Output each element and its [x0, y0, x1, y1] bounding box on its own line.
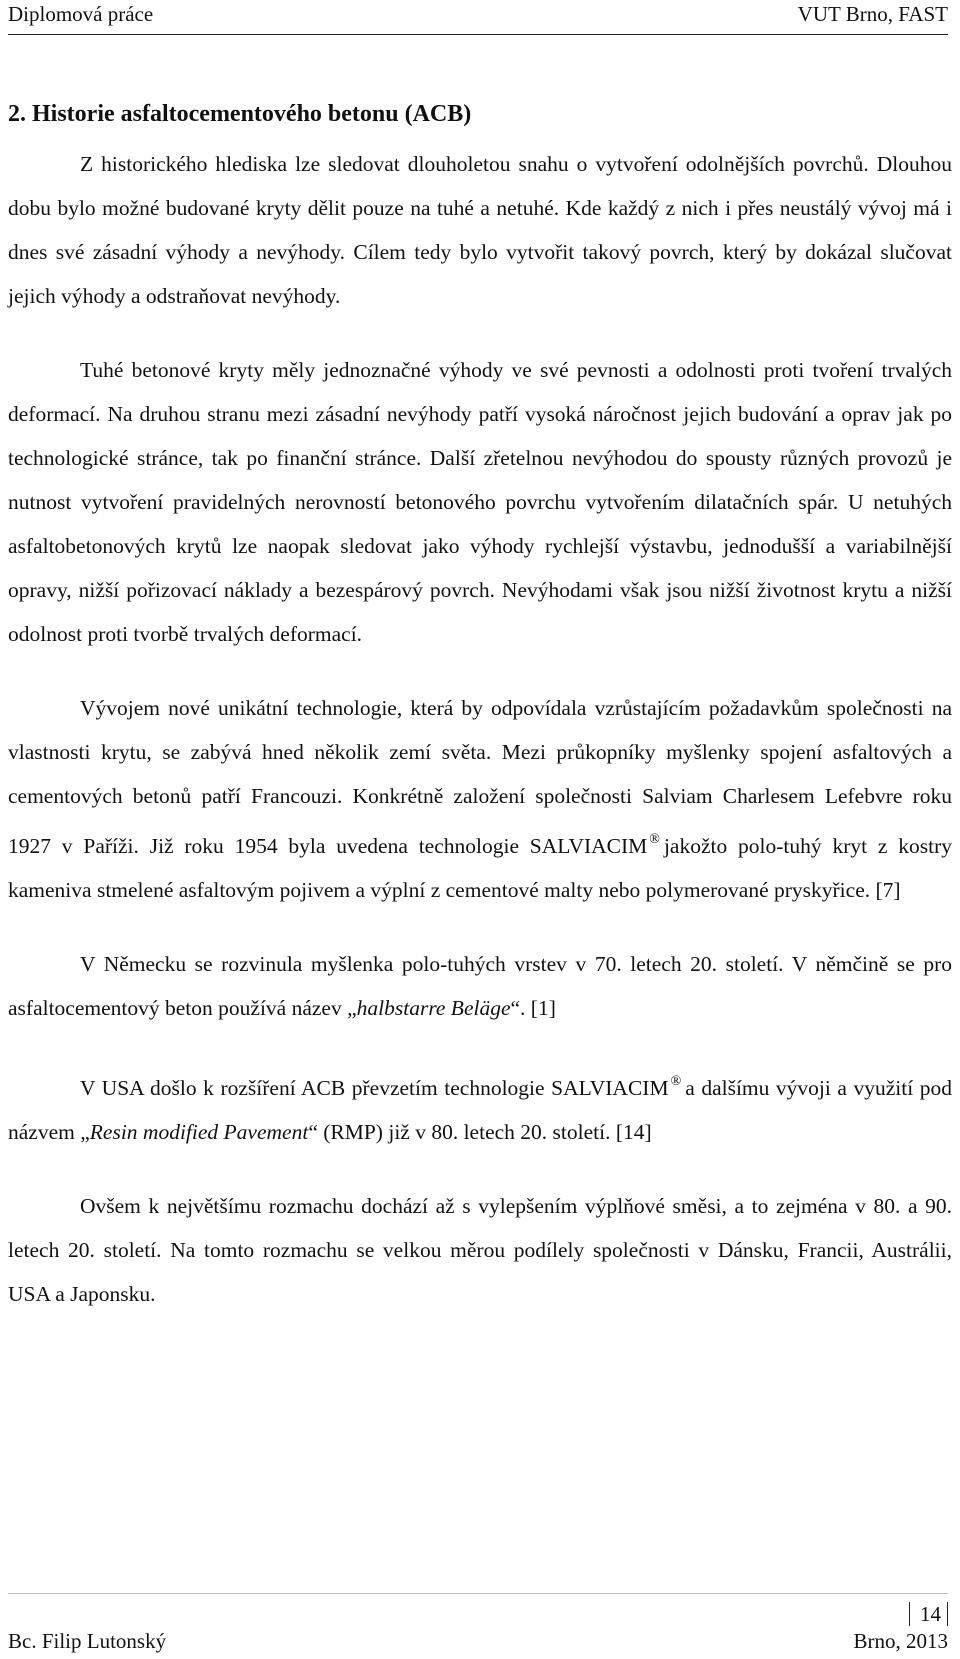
paragraph-france: [8, 686, 952, 912]
paragraph-france-text-a: Vývojem nové unikátní technologie, která by odpovídala vzrůstajícím požadavkům společnosti na vlastnosti krytu, se zabývá hned několik zemí světa. Mezi průkopníky myšlenky spojení asfaltových a cementových betonů patří Francouzi. Konkrétně založení společnosti Salviam Charlesem Lefebvre roku 1927 v Paříži. Již roku 1954 byla uvedena technologie SALVIACIM: [8, 696, 952, 858]
footer-place-year: Brno, 2013: [853, 1629, 948, 1653]
footer-divider: [8, 1593, 948, 1594]
paragraph-germany-text-a: V Německu se rozvinula myšlenka polo-tuhých vrstev v 70. letech 20. století. V němčině se pro asfaltocementový beton používá název „: [8, 952, 952, 1020]
header-document-type: Diplomová práce: [8, 2, 154, 26]
page-footer: [8, 1628, 948, 1654]
page-number: 14: [909, 1602, 948, 1626]
header-institution: VUT Brno, FAST: [797, 2, 948, 26]
paragraph-usa-text-a: V USA došlo k rozšíření ACB převzetím technologie SALVIACIM: [80, 1076, 669, 1100]
footer-author: Bc. Filip Lutonský: [8, 1629, 167, 1653]
paragraph-rigid-vs-flexible: Tuhé betonové kryty měly jednoznačné výhody ve své pevnosti a odolnosti proti tvoření trvalých deformací. Na druhou stranu mezi zásadní nevýhody patří vysoká náročnost jejich budování a oprav jak po technologické stránce, tak po finanční stránce. Další zřetelnou nevýhodou do spousty různých provozů je nutnost vytvoření pravidelných nerovností betonového povrchu vytvořením dilatačních spár. U netuhých asfaltobetonových krytů lze naopak sledovat jako výhody rychlejší výstavbu, jednodušší a variabilnější opravy, nižší pořizovací náklady a bezespárový povrch. Nevýhodami však jsou nižší životnost krytu a nižší odolnost proti tvorbě trvalých deformací.: [8, 358, 952, 646]
paragraph-france-text-b: jakožto polo-tuhý kryt z kostry kameniva stmelené asfaltovým pojivem a výplní z cementové malty nebo polymerované pryskyřice. [7]: [8, 834, 952, 902]
term-halbstarre: halbstarre Beläge: [356, 996, 511, 1020]
paragraph-usa-text-b: a dalšímu vývoji a využití pod názvem „: [8, 1076, 953, 1144]
body-text: [8, 142, 952, 1346]
paragraph-intro: Z historického hlediska lze sledovat dlouholetou snahu o vytvoření odolnějších povrchů. Dlouhou dobu bylo možné budované kryty dělit pouze na tuhé a netuhé. Kde každý z nich i přes neustálý vývoj má i dnes své zásadní výhody a nevýhody. Cílem tedy bylo vytvořit takový povrch, který by dokázal slučovat jejich výhody a odstraňovat nevýhody.: [8, 152, 952, 308]
registered-mark-icon: ®: [649, 832, 660, 847]
registered-mark-icon: ®: [670, 1074, 682, 1089]
chapter-title: 2. Historie asfaltocementového betonu (ACB): [8, 101, 472, 127]
paragraph-usa-text-c: “ (RMP) již v 80. letech 20. století. [14]: [308, 1120, 652, 1144]
paragraph-germany-text-b: “. [1]: [510, 996, 556, 1020]
page-header: [8, 0, 948, 35]
paragraph-expansion: Ovšem k největšímu rozmachu dochází až s vylepšením výplňové směsi, a to zejména v 80. a 90. letech 20. století. Na tomto rozmachu se velkou měrou podílely společnosti v Dánsku, Francii, Austrálii, USA a Japonsku.: [8, 1194, 952, 1306]
paragraph-germany: [8, 942, 952, 1030]
paragraph-usa: [8, 1060, 952, 1154]
term-rmp: Resin modified Pavement: [89, 1120, 309, 1144]
